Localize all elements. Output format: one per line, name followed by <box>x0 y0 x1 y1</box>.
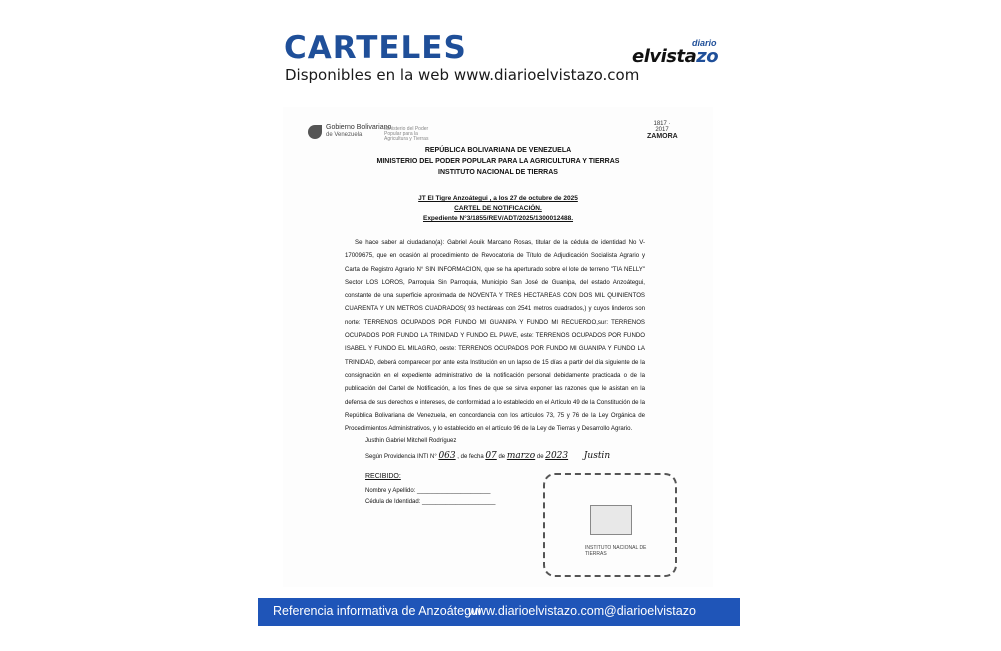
venezuela-map-icon <box>308 125 322 139</box>
heading-institute: INSTITUTO NACIONAL DE TIERRAS <box>438 169 558 176</box>
notification-body: Se hace saber al ciudadano(a): Gabriel Aouik Marcano Rosas, titular de la cédula de identidad No V- 17009675, que en ocasión al procedimiento de Revocatoria de Título de Adjudicación Socialista Agrario y Carta de Registro Agrario N° SIN INFORMACION, que se ha aperturado sobre el lote de terreno "TIA NELLY" Sector LOS LOROS, Parroquia Sin Parroquia, Municipio San José de Guanipa, del estado Anzoátegui, constante de una superficie aproximada de NOVENTA Y TRES HECTAREAS CON DOS MIL QUINIENTOS CUARENTA Y UN METROS CUADRADOS( 93 hectáreas con 2541 metros cuadrados,) y cuyos linderos son norte: TERRENOS OCUPADOS POR FUNDO MI GUANIPA Y FUNDO MI RECUERDO,sur: TERRENOS OCUPADOS POR FUNDO LA TRINIDAD Y FUNDO EL PIAVE, este: TERRENOS OCUPADOS POR FUNDO ISABEL Y FUNDO EL MILAGRO, oeste: TERRENOS OCUPADOS POR FUNDO MI GUANIPA Y FUNDO LA TRINIDAD, deberá comparecer por ante esta Institución en un lapso de 15 días a partir del día siguiente de la consignación en el expediente administrativo de la notificación personal debidamente practicada o de la publicación del Cartel de Notificación, a los fines de que se sirva exponer las razones que le asistan en la defensa de sus derechos e intereses, de conformidad a lo establecido en el Artículo 49 de la Constitución de la República Bolivariana de Venezuela, en concordancia con los artículos 73, 75 y 76 de la Ley Orgánica de Procedimientos Administrativos, y lo establecido en el artículo 96 de la Ley de Tierras y Desarrollo Agrario. <box>345 239 645 433</box>
providencia-label: Según Providencia INTI N° <box>365 454 437 460</box>
fecha-month: marzo <box>506 451 536 461</box>
government-logo <box>308 123 458 145</box>
page-subtitle: Disponibles en la web www.diarioelvistazo.com <box>285 66 640 84</box>
zamora-years: 1817 · 2017 <box>653 121 671 133</box>
handwritten-signature: Justin <box>583 451 611 461</box>
gov-logo-line-2: de Venezuela <box>326 132 363 138</box>
footer-handle[interactable]: @diarioelvistazo <box>604 604 696 618</box>
cedula-label: Cédula de Identidad: <box>365 499 421 505</box>
page-title: CARTELES <box>284 30 467 66</box>
official-stamp <box>543 473 677 577</box>
zamora-name: ZAMORA <box>647 133 678 140</box>
providencia-number: 063 <box>438 451 456 461</box>
zamora-logo <box>647 121 677 147</box>
cedula-field: Cédula de Identidad: ______________________ <box>365 499 496 505</box>
footer-banner <box>258 598 740 626</box>
fecha-year: 2023 <box>545 451 569 461</box>
fecha-de: de <box>498 454 506 460</box>
providencia-line <box>365 451 610 461</box>
expediente-number: Expediente N°3/1855/REV/ADT/2025/1300012488. <box>422 215 574 222</box>
gov-logo-ministry: Ministerio del Poder Popular para la Agricultura y Tierras <box>384 126 429 142</box>
stamp-emblem <box>590 505 632 535</box>
signer-name: Justhin Gabriel Mitchell Rodríguez <box>365 438 457 444</box>
gov-logo-line-1: Gobierno Bolivariano <box>326 124 392 131</box>
logo-part-2: zo <box>696 46 719 67</box>
stamp-text: INSTITUTO NACIONAL DE TIERRAS <box>585 545 647 557</box>
logo-main-text <box>632 46 718 67</box>
heading-republic: REPÚBLICA BOLIVARIANA DE VENEZUELA <box>424 147 572 154</box>
nombre-field: Nombre y Apellido: ______________________ <box>365 488 491 494</box>
footer-website[interactable]: www.diarioelvistazo.com <box>468 604 605 618</box>
document-scan <box>283 107 713 587</box>
nombre-label: Nombre y Apellido: <box>365 488 416 494</box>
logo-small-text: diario <box>692 38 717 48</box>
logo-part-1: elvista <box>632 46 697 67</box>
recibido-label: RECIBIDO: <box>365 473 401 480</box>
fecha-day: 07 <box>485 451 497 461</box>
footer-reference: Referencia informativa de Anzoátegui <box>273 604 481 618</box>
heading-ministry: MINISTERIO DEL PODER POPULAR PARA LA AGRICULTURA Y TIERRAS <box>376 158 620 165</box>
fecha-label: , de fecha <box>457 454 484 460</box>
place-date: JT El Tigre Anzoátegui , a los 27 de octubre de 2025 <box>418 195 578 202</box>
elvistazo-logo <box>632 40 722 70</box>
fecha-year-prefix: de <box>536 454 544 460</box>
cartel-title: CARTEL DE NOTIFICACIÓN. <box>454 205 542 212</box>
